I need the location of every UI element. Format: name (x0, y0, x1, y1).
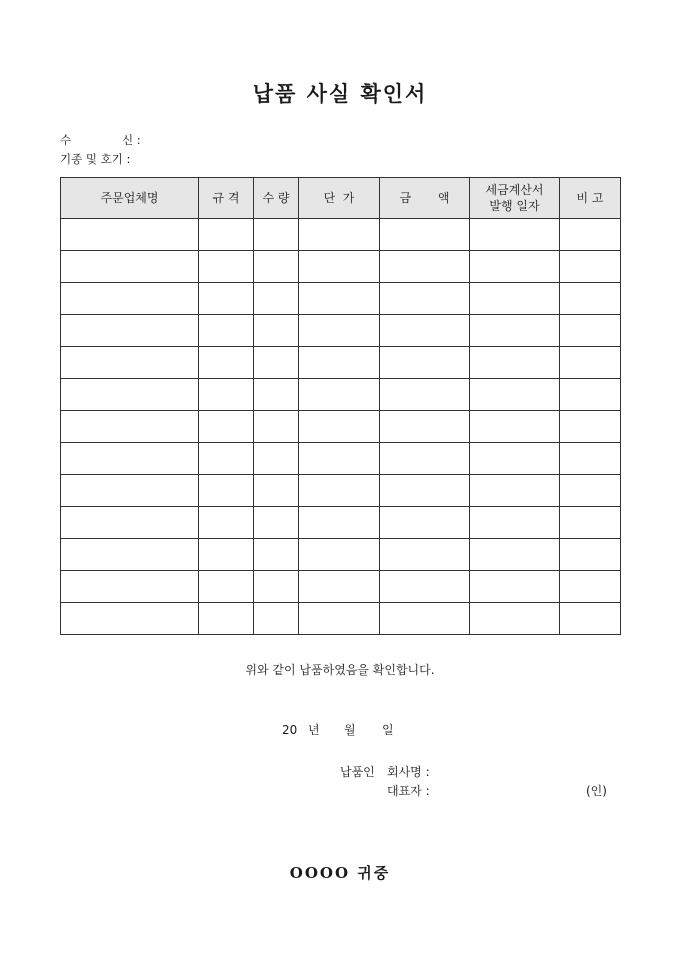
table-cell (380, 603, 470, 635)
representative-label: 대표자 : (387, 784, 430, 798)
table-cell (254, 507, 299, 539)
model-label: 기종 및 호기 : (60, 152, 131, 166)
table-cell (254, 315, 299, 347)
table-cell (299, 315, 380, 347)
table-cell (199, 571, 254, 603)
header-unit-price: 단 가 (299, 178, 380, 219)
company-name-label: 회사명 : (387, 765, 430, 779)
header-invoice-date-line1: 세금계산서 (485, 183, 544, 197)
table-cell (380, 251, 470, 283)
table-cell (380, 283, 470, 315)
table-cell (61, 219, 199, 251)
table-cell (299, 219, 380, 251)
table-cell (560, 443, 621, 475)
table-cell (560, 475, 621, 507)
table-cell (199, 539, 254, 571)
table-cell (299, 539, 380, 571)
table-cell (61, 379, 199, 411)
table-cell (254, 571, 299, 603)
table-cell (199, 507, 254, 539)
date-day-unit: 일 (382, 723, 394, 737)
table-cell (560, 603, 621, 635)
seal-mark: (인) (586, 784, 607, 798)
table-cell (299, 507, 380, 539)
table-cell (61, 475, 199, 507)
table-row (61, 571, 621, 603)
table-header-row (61, 178, 621, 219)
table-cell (560, 315, 621, 347)
document-title: 납품 사실 확인서 (252, 81, 428, 106)
table-cell (470, 379, 560, 411)
table-cell (470, 411, 560, 443)
table-row (61, 315, 621, 347)
confirmation-statement: 위와 같이 납품하였음을 확인합니다. (245, 663, 435, 677)
header-company: 주문업체명 (61, 178, 199, 219)
table-cell (470, 475, 560, 507)
table-cell (560, 251, 621, 283)
table-cell (470, 251, 560, 283)
table-row (61, 219, 621, 251)
table-cell (470, 283, 560, 315)
table-row (61, 539, 621, 571)
date-month-unit: 월 (344, 723, 356, 737)
table-cell (470, 219, 560, 251)
table-cell (254, 443, 299, 475)
table-cell (560, 539, 621, 571)
table-cell (560, 411, 621, 443)
table-row (61, 475, 621, 507)
date-line (282, 721, 394, 738)
table-cell (560, 571, 621, 603)
recipient-line: OOOO 귀중 (289, 864, 391, 882)
table-cell (380, 475, 470, 507)
table-cell (254, 475, 299, 507)
table-cell (254, 251, 299, 283)
table-cell (254, 219, 299, 251)
table-row (61, 507, 621, 539)
receiver-row (60, 133, 141, 147)
header-invoice-date-line2: 발행 일자 (489, 199, 540, 213)
table-cell (560, 219, 621, 251)
table-cell (470, 443, 560, 475)
table-body (61, 219, 621, 635)
table-cell (380, 219, 470, 251)
header-invoice-date (470, 178, 560, 219)
header-spec: 규 격 (199, 178, 254, 219)
table-cell (199, 443, 254, 475)
table-cell (299, 379, 380, 411)
representative-line (387, 782, 430, 799)
header-remarks: 비 고 (560, 178, 621, 219)
table-cell (560, 347, 621, 379)
table-cell (61, 507, 199, 539)
table-cell (470, 603, 560, 635)
model-row (60, 152, 130, 166)
table-row (61, 603, 621, 635)
table-row (61, 283, 621, 315)
table-row (61, 379, 621, 411)
table-cell (61, 411, 199, 443)
table-cell (380, 571, 470, 603)
table-cell (470, 347, 560, 379)
table-cell (199, 347, 254, 379)
table-cell (299, 571, 380, 603)
header-quantity: 수 량 (254, 178, 299, 219)
table-cell (299, 443, 380, 475)
table-cell (61, 283, 199, 315)
table-cell (470, 315, 560, 347)
table-cell (199, 251, 254, 283)
table-row (61, 347, 621, 379)
table-cell (199, 475, 254, 507)
table-row (61, 411, 621, 443)
table-cell (299, 603, 380, 635)
receiver-label-part1: 수 (60, 133, 72, 147)
table-cell (470, 539, 560, 571)
table-cell (560, 379, 621, 411)
table-cell (254, 411, 299, 443)
receiver-label (60, 133, 141, 147)
table-cell (199, 283, 254, 315)
table-cell (254, 347, 299, 379)
table-cell (380, 347, 470, 379)
table-cell (61, 571, 199, 603)
table-cell (254, 603, 299, 635)
table-cell (560, 283, 621, 315)
table-row (61, 251, 621, 283)
date-year-unit: 년 (308, 723, 320, 737)
table-cell (380, 443, 470, 475)
table-cell (254, 283, 299, 315)
supplier-company-line (340, 763, 430, 780)
table-cell (254, 379, 299, 411)
header-amount: 금 액 (380, 178, 470, 219)
table-cell (380, 315, 470, 347)
supplier-label: 납품인 (340, 765, 375, 779)
table-cell (61, 443, 199, 475)
date-year-prefix: 20 (282, 723, 298, 737)
table-cell (61, 315, 199, 347)
table-row (61, 443, 621, 475)
table-cell (61, 251, 199, 283)
receiver-label-part2: 신 : (122, 133, 141, 147)
table-cell (61, 603, 199, 635)
table-cell (380, 507, 470, 539)
table-cell (199, 315, 254, 347)
table-cell (199, 379, 254, 411)
table-cell (299, 251, 380, 283)
table-cell (299, 283, 380, 315)
table-cell (199, 603, 254, 635)
table-cell (380, 379, 470, 411)
table-cell (380, 411, 470, 443)
table-cell (380, 539, 470, 571)
table-cell (470, 507, 560, 539)
table-cell (299, 347, 380, 379)
table-cell (560, 507, 621, 539)
table-cell (299, 411, 380, 443)
table-cell (299, 475, 380, 507)
delivery-table (60, 177, 621, 635)
table-cell (254, 539, 299, 571)
table-cell (470, 571, 560, 603)
table-cell (61, 347, 199, 379)
table-cell (61, 539, 199, 571)
table-cell (199, 411, 254, 443)
table-cell (199, 219, 254, 251)
